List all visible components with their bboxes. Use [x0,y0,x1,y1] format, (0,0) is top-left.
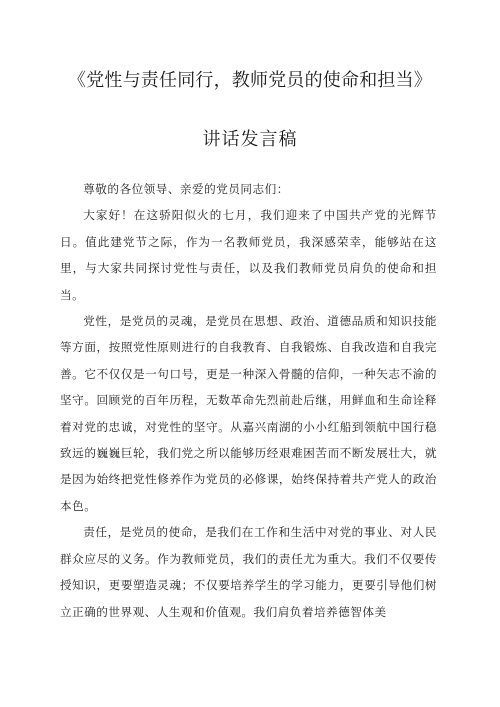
paragraph-1: 大家好！在这骄阳似火的七月，我们迎来了中国共产党的光辉节日。值此建党节之际，作为一名教师党员，我深感荣幸，能够站在这里，与大家共同探讨党性与责任，以及我们教师党员肩负的使命和担当。 [60,208,437,302]
salutation: 尊敬的各位领导、亲爱的党员同志们： [83,182,289,196]
paragraph-3: 责任，是党员的使命，是我们在工作和生活中对党的事业、对人民群众应尽的义务。作为教师党员，我们的责任尤为重大。我们不仅要传授知识，更要塑造灵魂；不仅要培养学生的学习能力，更要引导他们树立正确的世界观、人生观和价值观。我们肩负着培养德智体美 [60,525,437,619]
document-body [60,176,437,625]
document-title: 《党性与责任同行，教师党员的使命和担当》 [68,70,432,91]
paragraph-2: 党性，是党员的灵魂，是党员在思想、政治、道德品质和知识技能等方面，按照党性原则进行的自我教育、自我锻炼、自我改造和自我完善。它不仅仅是一句口号，更是一种深入骨髓的信仰，一种矢志不渝的坚守。回顾党的百年历程，无数革命先烈前赴后继，用鲜血和生命诠释着对党的忠诚，对党性的坚守。从嘉兴南湖的小小红船到领航中国行稳致远的巍巍巨轮，我们党之所以能够历经艰难困苦而不断发展壮大，就是因为始终把党性修养作为党员的必修课，始终保持着共产党人的政治本色。 [60,314,437,513]
document-subtitle: 讲话发言稿 [202,129,298,150]
